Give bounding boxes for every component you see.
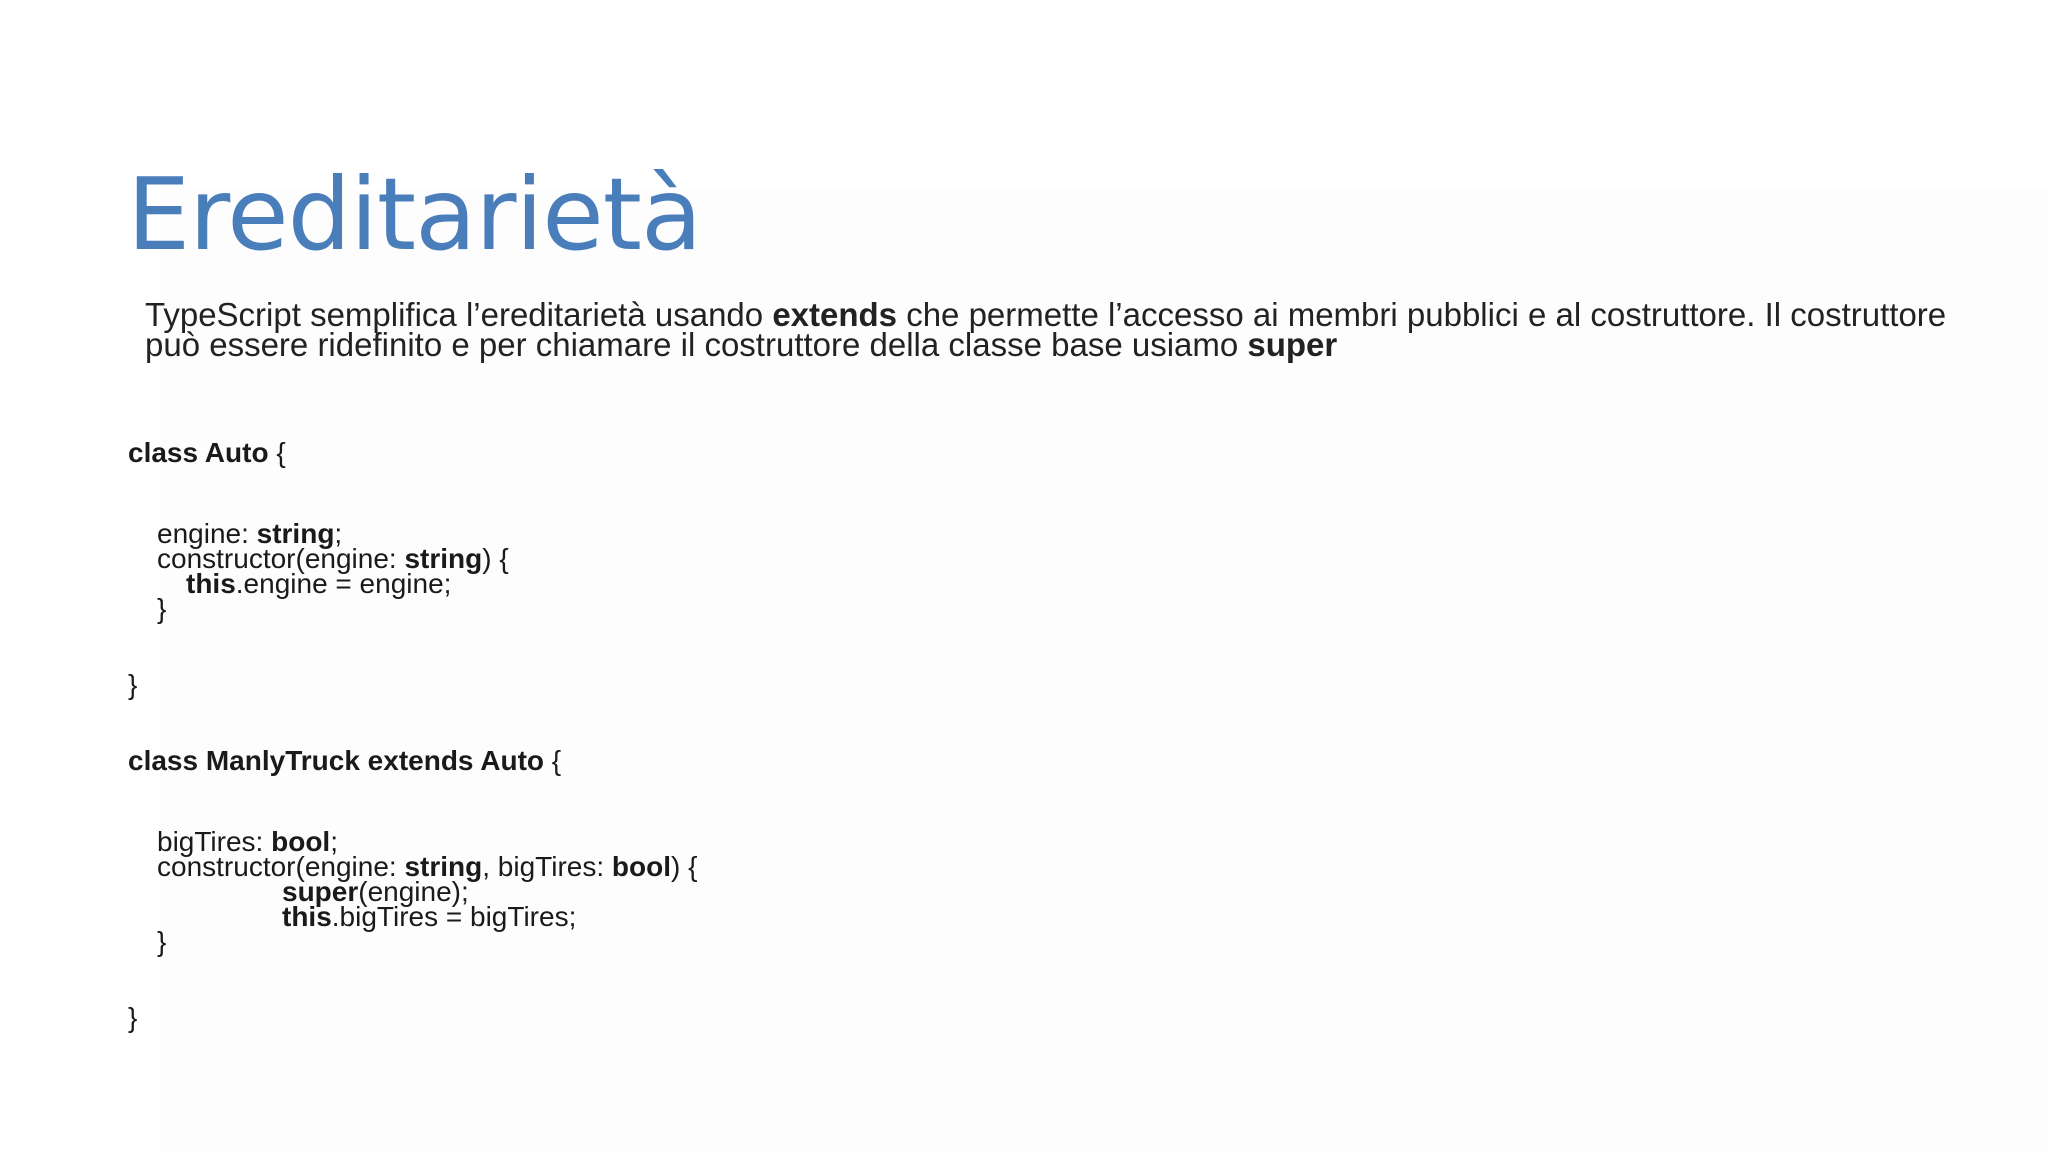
code-text: } [157,926,167,957]
code-text: ) { [482,543,509,574]
code-line-this-engine [186,568,452,599]
code-text: } [157,593,167,624]
code-line-close-class-auto [128,669,138,700]
code-text: (engine); [358,876,469,907]
code-text: ; [330,826,338,857]
intro-text-2: che permette l’accesso ai membri pubblici e al costruttore. Il costruttore può essere ridefinito e per chiamare il costruttore della classe base usiamo [145,296,1947,363]
code-text: engine: [157,518,257,549]
code-line-this-bigtires [282,901,577,932]
keyword-super: super [1247,326,1338,363]
code-line-class-auto [128,437,286,468]
code-keyword: string [404,851,483,882]
intro-text-1: TypeScript semplifica l’ereditarietà usando [145,296,773,333]
code-keyword: super [282,876,359,907]
slide-title: Ereditarietà [127,156,702,273]
code-text: bigTires: [157,826,272,857]
code-keyword: bool [271,826,331,857]
code-text: ) { [671,851,698,882]
code-text: constructor(engine: [157,543,405,574]
keyword-extends: extends [772,296,898,333]
code-keyword: class ManlyTruck extends Auto [128,745,544,776]
intro-paragraph [145,296,2005,363]
code-text: , bigTires: [482,851,612,882]
code-keyword: string [256,518,335,549]
code-text: { [544,745,562,776]
code-keyword: string [404,543,483,574]
code-text: } [128,1002,138,1033]
code-line-close-class-manlytruck [128,1002,138,1033]
code-line-close-constructor-manlytruck [157,926,167,957]
code-text: } [128,669,138,700]
code-text: ; [334,518,343,549]
code-line-close-constructor-auto [157,593,167,624]
code-text: .bigTires = bigTires; [331,901,577,932]
code-text: { [268,437,286,468]
code-keyword: bool [611,851,672,882]
code-keyword: this [282,901,332,932]
code-keyword: this [186,568,236,599]
code-line-class-manlytruck [128,745,562,776]
code-keyword: class Auto [128,437,269,468]
code-text: constructor(engine: [157,851,405,882]
code-text: .engine = engine; [235,568,452,599]
